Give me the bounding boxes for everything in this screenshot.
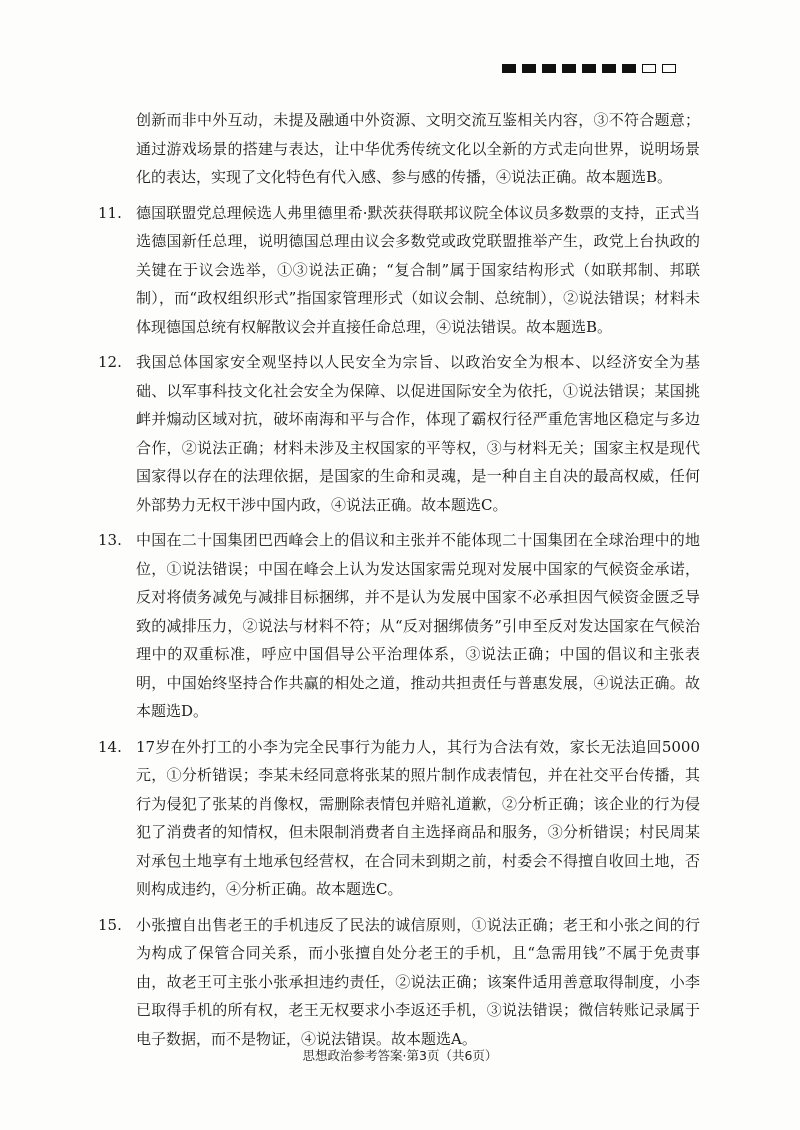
answer-item-13 bbox=[98, 526, 700, 726]
answer-explanation: 小张擅自出售老王的手机违反了民法的诚信原则，①说法正确；老王和小张之间的行为构成了保管合同关系，而小张擅自处分老王的手机，且“急需用钱”不属于免责事由，故老王可主张小张承担违约责任，②说法正确；该案件适用善意取得制度，小李已取得手机的所有权，老王无权要求小李返还手机，③说法错误；微信转账记录属于电子数据，而不是物证，④说法错误。故本题选A。 bbox=[136, 915, 700, 1048]
answer-item-14 bbox=[98, 733, 700, 904]
answer-item-11 bbox=[98, 199, 700, 342]
page-mark-filled bbox=[582, 64, 596, 73]
page-indicator-marks bbox=[502, 64, 676, 73]
answer-explanation: 中国在二十国集团巴西峰会上的倡议和主张并不能体现二十国集团在全球治理中的地位，①说法错误；中国在峰会上认为发达国家需兑现对发展中国家的气候资金承诺，反对将债务减免与减排目标捆绑，并不是认为发展中国家不必承担因气候资金匮乏导致的减排压力，②说法与材料不符；从“反对捆绑债务”引申至反对发达国家在气候治理中的双重标准，呼应中国倡导公平治理体系，③说法正确；中国的倡议和主张表明，中国始终坚持合作共赢的相处之道，推动共担责任与普惠发展，④说法正确。故本题选D。 bbox=[136, 531, 700, 720]
question-number: 13. bbox=[98, 531, 122, 549]
page-mark-empty bbox=[642, 64, 656, 73]
answer-explanation: 德国联盟党总理候选人弗里德里希·默茨获得联邦议院全体议员多数票的支持，正式当选德国新任总理，说明德国总理由议会多数党或政党联盟推举产生，政党上台执政的关键在于议会选举，①③说法正确；“复合制”属于国家结构形式（如联邦制、邦联制），而“政权组织形式”指国家管理形式（如议会制、总统制），②说法错误；材料未体现德国总统有权解散议会并直接任命总理，④说法错误。故本题选B。 bbox=[136, 203, 700, 336]
page-footer: 思想政治参考答案·第3页（共6页） bbox=[302, 1048, 498, 1063]
question-number: 11. bbox=[98, 203, 122, 222]
page-mark-filled bbox=[542, 64, 556, 73]
page-mark-filled bbox=[502, 64, 516, 73]
question-number: 12. bbox=[98, 353, 122, 371]
page-mark-filled bbox=[622, 64, 636, 73]
answer-item-12 bbox=[98, 348, 700, 519]
page-mark-filled bbox=[562, 64, 576, 73]
continued-explanation: 创新而非中外互动，未提及融通中外资源、文明交流互鉴相关内容，③不符合题意；通过游戏场景的搭建与表达，让中华优秀传统文化以全新的方式走向世界，说明场景化的表达，实现了文化特色有代入感、参与感的传播，④说法正确。故本题选B。 bbox=[136, 111, 700, 186]
page-mark-filled bbox=[522, 64, 536, 73]
question-number: 14. bbox=[98, 737, 122, 756]
answer-explanation: 我国总体国家安全观坚持以人民安全为宗旨、以政治安全为根本、以经济安全为基础、以军事科技文化社会安全为保障、以促进国际安全为依托，①说法错误；某国挑衅并煽动区域对抗，破坏南海和平与合作，体现了霸权行径严重危害地区稳定与多边合作，②说法正确；材料未涉及主权国家的平等权，③与材料无关；国家主权是现代国家得以存在的法理依据，是国家的生命和灵魂，是一种自主自决的最高权威，任何外部势力无权干涉中国内政，④说法正确。故本题选C。 bbox=[136, 353, 700, 514]
question-number: 15. bbox=[98, 915, 122, 934]
page-mark-empty bbox=[662, 64, 676, 73]
answer-explanation: 17岁在外打工的小李为完全民事行为能力人，其行为合法有效，家长无法追回5000元，①分析错误；李某未经同意将张某的照片制作成表情包，并在社交平台传播，其行为侵犯了张某的肖像权，需删除表情包并赔礼道歉，②分析正确；该企业的行为侵犯了消费者的知情权，但未限制消费者自主选择商品和服务，③分析错误；村民周某对承包土地享有土地承包经营权，在合同未到期之前，村委会不得擅自收回土地，否则构成违约，④分析正确。故本题选C。 bbox=[136, 737, 700, 898]
page-mark-filled bbox=[602, 64, 616, 73]
answer-content bbox=[98, 106, 700, 1053]
answer-item-15 bbox=[98, 911, 700, 1054]
